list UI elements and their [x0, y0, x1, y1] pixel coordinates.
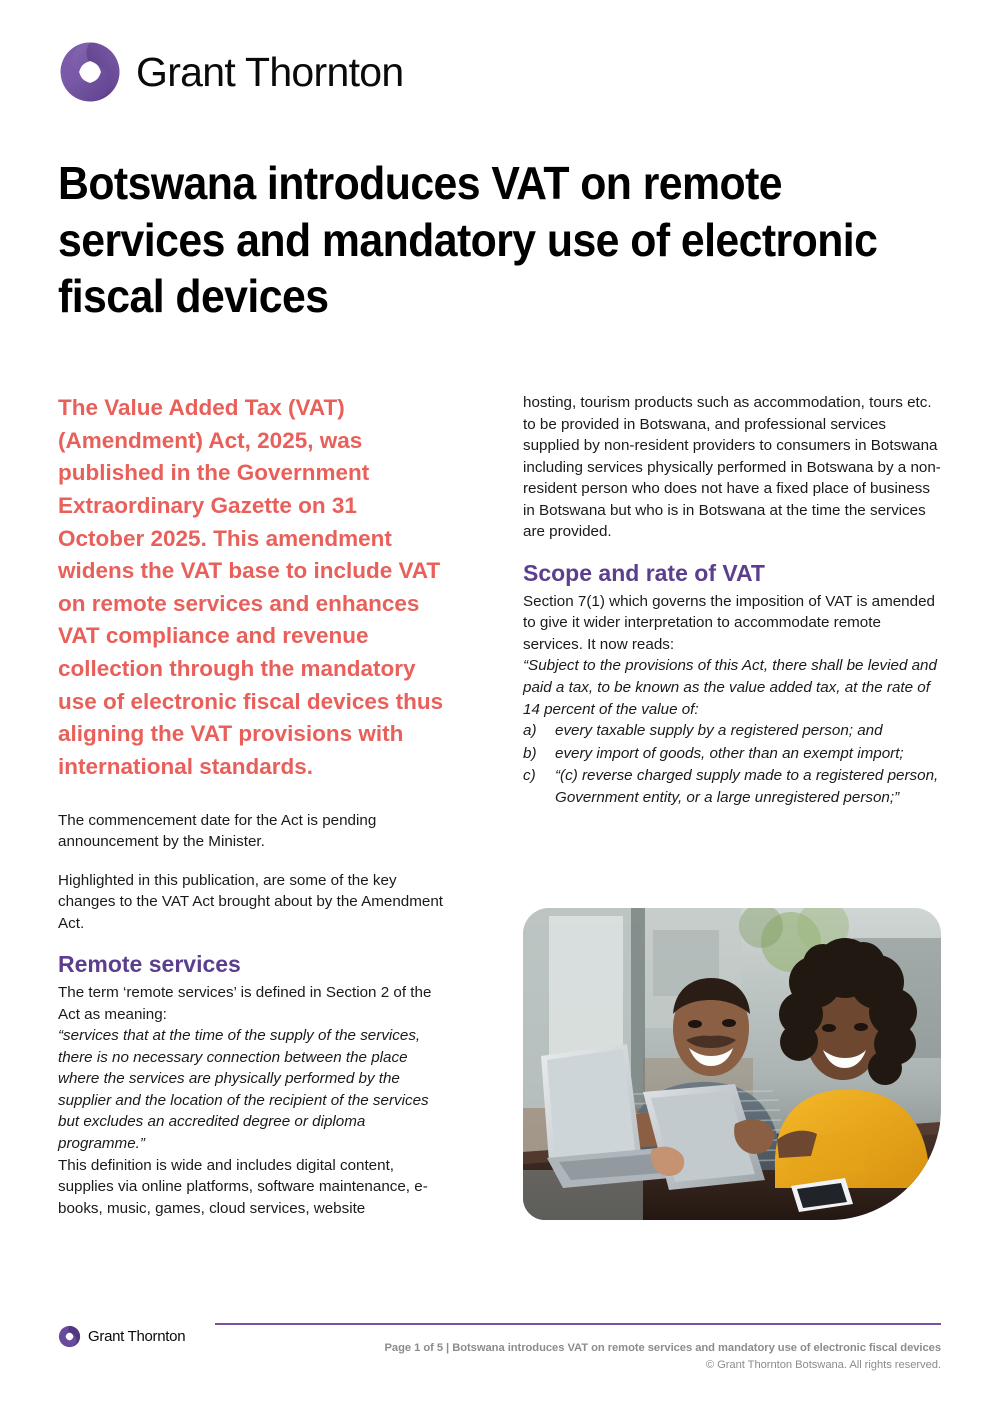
footer-brand: [58, 1325, 185, 1348]
grant-thornton-swirl-icon: [58, 1325, 81, 1348]
right-column: [523, 392, 941, 809]
quote-remote-services-definition: “services that at the time of the supply of the services, there is no necessary connection between the place where the services are physically performed by the supplier and the location of the recipient of the services but excludes an accredited degree or diploma programme.”: [58, 1027, 429, 1153]
scope-lettered-list: [523, 720, 941, 808]
footer-info: [241, 1340, 941, 1375]
paragraph-continued: hosting, tourism products such as accommodation, tours etc. to be provided in Botswana, and professional services supplied by non-resident providers to consumers in Botswana including services physically performed in Botswana by a non-resident person who does not have a fixed place of business in Botswana but who is in Botswana at the time the services are provided.: [523, 394, 941, 541]
left-column: [58, 392, 448, 1219]
list-item: [523, 743, 941, 765]
paragraph-definition-intro: The term ‘remote services’ is defined in Section 2 of the Act as meaning:: [58, 983, 432, 1023]
photo-colleagues-with-devices: [523, 908, 941, 1220]
paragraph-highlighted: Highlighted in this publication, are some of the key changes to the VAT Act brought about by the Amendment Act.: [58, 871, 444, 932]
list-item-text: every taxable supply by a registered person; and: [555, 722, 883, 740]
list-item-marker: c): [523, 767, 536, 785]
brand-wordmark: Grant Thornton: [136, 48, 404, 95]
paragraph-section-7-1: Section 7(1) which governs the imposition of VAT is amended to give it wider interpretation to accommodate remote services. It now reads:: [523, 592, 935, 653]
footer-copyright: © Grant Thornton Botswana. All rights reserved.: [705, 1359, 941, 1372]
list-item-text: every import of goods, other than an exempt import;: [555, 744, 904, 762]
section-heading-scope-and-rate: Scope and rate of VAT: [523, 560, 765, 587]
section-heading-remote-services: Remote services: [58, 951, 241, 978]
list-item-text: “(c) reverse charged supply made to a registered person, Government entity, or a large unregistered person;”: [555, 767, 939, 806]
list-item-marker: a): [523, 722, 537, 740]
list-item-marker: b): [523, 744, 537, 762]
page-title: Botswana introduces VAT on remote services and mandatory use of electronic fiscal devices: [58, 157, 878, 323]
footer-brand-wordmark: Grant Thornton: [88, 1328, 186, 1345]
lede-paragraph: The Value Added Tax (VAT) (Amendment) Act, 2025, was published in the Government Extraordinary Gazette on 31 October 2025. This amendment widens the VAT base to include VAT on remote services and enhances VAT compliance and revenue collection through the mandatory use of electronic fiscal devices thus aligning the VAT provisions with international standards.: [58, 395, 444, 779]
brand-header: [58, 40, 404, 104]
list-item: [523, 765, 941, 808]
grant-thornton-swirl-icon: [58, 40, 122, 104]
footer-divider: [215, 1323, 941, 1325]
footer-page-line: Page 1 of 5 | Botswana introduces VAT on remote services and mandatory use of electronic fiscal devices: [384, 1342, 941, 1354]
paragraph-commencement: The commencement date for the Act is pending announcement by the Minister.: [58, 811, 377, 851]
paragraph-definition-wide: This definition is wide and includes digital content, supplies via online platforms, software maintenance, e-books, music, games, cloud services, website: [58, 1156, 428, 1217]
quote-section-7-1: “Subject to the provisions of this Act, there shall be levied and paid a tax, to be known as the value added tax, at the rate of 14 percent of the value of:: [523, 657, 937, 718]
list-item: [523, 720, 941, 742]
